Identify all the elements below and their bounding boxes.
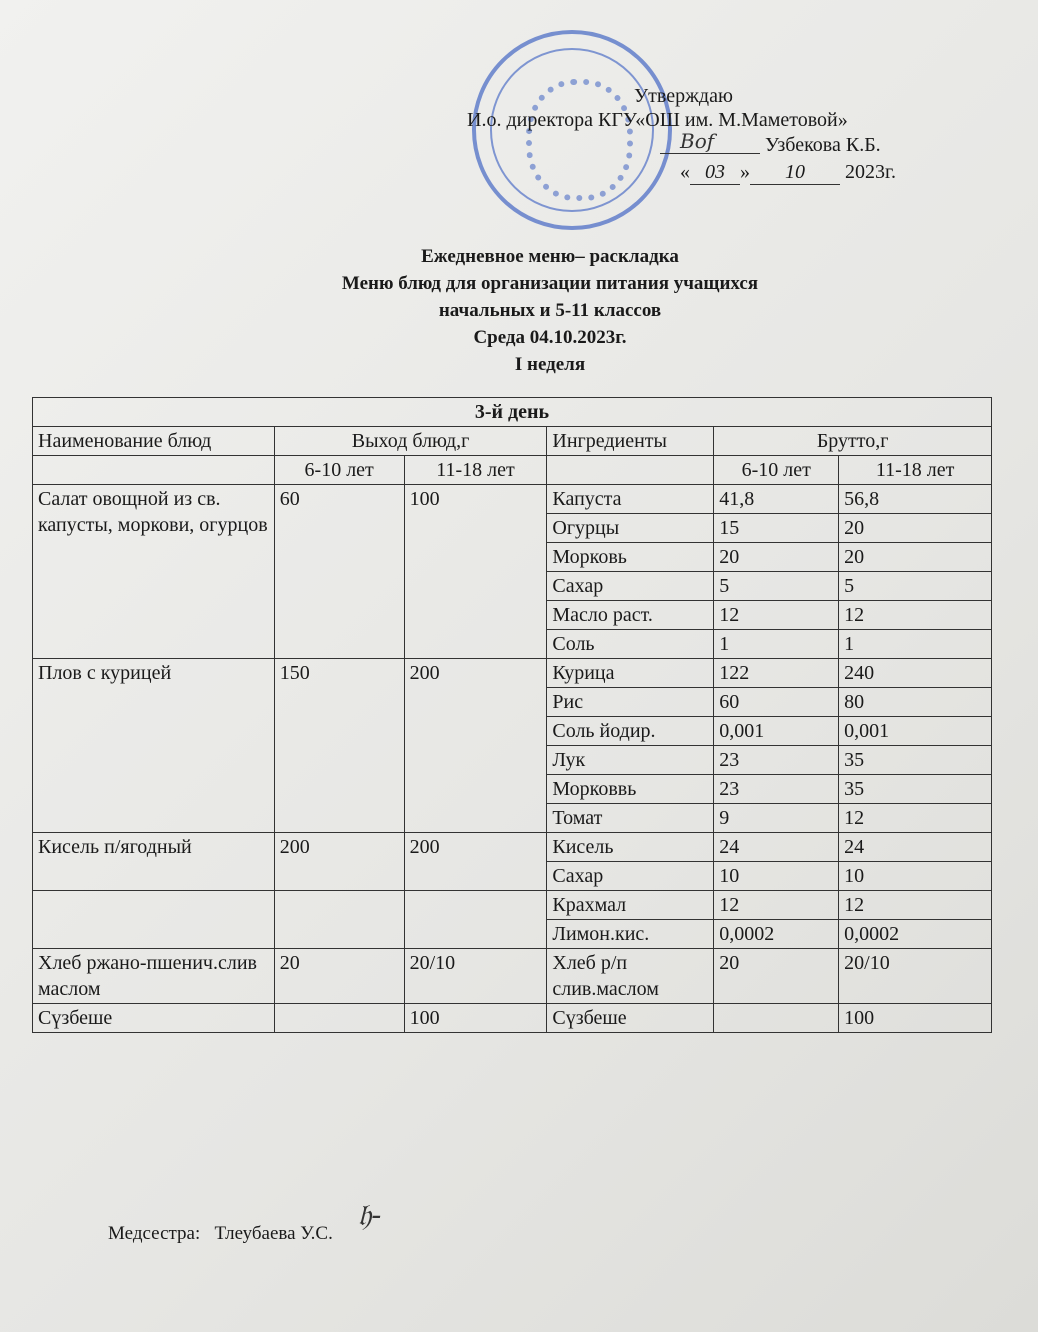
gross-6-10: 9 xyxy=(714,804,839,833)
quote-open: « xyxy=(680,161,690,183)
gross-11-18: 240 xyxy=(839,659,992,688)
title-line: начальных и 5-11 классов xyxy=(438,300,662,321)
gross-11-18: 12 xyxy=(839,804,992,833)
gross-11-18: 12 xyxy=(839,891,992,920)
gross-11-18: 100 xyxy=(839,1004,992,1033)
nurse-name: Тлеубаева У.С. xyxy=(214,1223,333,1244)
gross-6-10: 60 xyxy=(714,688,839,717)
ingredient-name: Сахар xyxy=(547,862,714,891)
gross-11-18: 10 xyxy=(839,862,992,891)
nurse-signature-block xyxy=(108,1198,382,1247)
gross-11-18: 20 xyxy=(839,514,992,543)
gross-6-10: 41,8 xyxy=(714,485,839,514)
gross-6-10: 10 xyxy=(714,862,839,891)
ingredient-name: Курица xyxy=(547,659,714,688)
output-6-10 xyxy=(274,1004,404,1033)
ingredient-name: Томат xyxy=(547,804,714,833)
nurse-signature: 𝔥- xyxy=(357,1198,382,1233)
header-dish: Наименование блюд xyxy=(33,427,275,456)
date-year: 2023г. xyxy=(845,161,896,183)
ingredient-name: Рис xyxy=(547,688,714,717)
subheader-empty xyxy=(547,456,714,485)
gross-11-18: 5 xyxy=(839,572,992,601)
gross-6-10: 23 xyxy=(714,746,839,775)
dish-name: Хлеб ржано-пшенич.слив маслом xyxy=(33,949,275,1004)
gross-11-18: 20 xyxy=(839,543,992,572)
approval-heading: Утверждаю xyxy=(634,85,733,107)
ingredient-name: Масло раст. xyxy=(547,601,714,630)
subheader-age-6-10: 6-10 лет xyxy=(714,456,839,485)
table-row xyxy=(33,1004,992,1033)
ingredient-name: Соль йодир. xyxy=(547,717,714,746)
output-11-18: 200 xyxy=(404,659,547,833)
gross-6-10: 0,001 xyxy=(714,717,839,746)
gross-11-18: 0,0002 xyxy=(839,920,992,949)
date-day: 03 xyxy=(690,160,740,185)
gross-6-10: 5 xyxy=(714,572,839,601)
table-row xyxy=(33,833,992,862)
gross-6-10 xyxy=(714,1004,839,1033)
gross-6-10: 0,0002 xyxy=(714,920,839,949)
table-row xyxy=(33,949,992,1004)
dish-name: Сүзбеше xyxy=(33,1004,275,1033)
ingredient-name: Лук xyxy=(547,746,714,775)
ingredient-name: Соль xyxy=(547,630,714,659)
title-line: Среда 04.10.2023г. xyxy=(473,327,627,348)
title-line: Меню блюд для организации питания учащихся xyxy=(341,273,759,294)
gross-11-18: 35 xyxy=(839,746,992,775)
ingredient-name: Крахмал xyxy=(547,891,714,920)
signature-line: Bof xyxy=(660,133,760,154)
dish-name: Салат овощной из св. капусты, моркови, огурцов xyxy=(33,485,275,659)
gross-6-10: 1 xyxy=(714,630,839,659)
table-row xyxy=(33,891,992,920)
output-6-10: 20 xyxy=(274,949,404,1004)
ingredient-name: Капуста xyxy=(547,485,714,514)
gross-6-10: 20 xyxy=(714,543,839,572)
gross-11-18: 56,8 xyxy=(839,485,992,514)
gross-11-18: 20/10 xyxy=(839,949,992,1004)
ingredient-name: Морковвь xyxy=(547,775,714,804)
output-6-10: 200 xyxy=(274,833,404,891)
output-11-18 xyxy=(404,891,547,949)
gross-6-10: 24 xyxy=(714,833,839,862)
ingredient-name: Морковь xyxy=(547,543,714,572)
approval-position: И.о. директора КГУ«ОШ им. М.Маметовой» xyxy=(467,109,848,131)
gross-6-10: 12 xyxy=(714,891,839,920)
gross-6-10: 23 xyxy=(714,775,839,804)
ingredient-name: Сүзбеше xyxy=(547,1004,714,1033)
output-6-10: 150 xyxy=(274,659,404,833)
gross-6-10: 12 xyxy=(714,601,839,630)
gross-11-18: 12 xyxy=(839,601,992,630)
quote-close: » xyxy=(740,161,750,183)
dish-name: Кисель п/ягодный xyxy=(33,833,275,891)
day-heading: 3-й день xyxy=(33,398,992,427)
table-row xyxy=(33,485,992,514)
approval-date xyxy=(680,160,896,185)
date-month: 10 xyxy=(750,160,840,185)
output-11-18: 20/10 xyxy=(404,949,547,1004)
dish-name: Плов с курицей xyxy=(33,659,275,833)
title-line: I неделя xyxy=(514,354,586,375)
dish-name xyxy=(33,891,275,949)
gross-11-18: 35 xyxy=(839,775,992,804)
approver-name: Узбекова К.Б. xyxy=(765,134,881,156)
gross-11-18: 24 xyxy=(839,833,992,862)
table-row xyxy=(33,659,992,688)
output-6-10 xyxy=(274,891,404,949)
gross-11-18: 80 xyxy=(839,688,992,717)
title-line: Ежедневное меню– раскладка xyxy=(421,246,679,267)
subheader-empty xyxy=(33,456,275,485)
gross-6-10: 20 xyxy=(714,949,839,1004)
document-title xyxy=(0,243,1038,378)
subheader-age-11-18: 11-18 лет xyxy=(404,456,547,485)
subheader-age-6-10: 6-10 лет xyxy=(274,456,404,485)
output-11-18: 100 xyxy=(404,485,547,659)
subheader-age-11-18: 11-18 лет xyxy=(839,456,992,485)
gross-11-18: 1 xyxy=(839,630,992,659)
gross-6-10: 122 xyxy=(714,659,839,688)
ingredient-name: Огурцы xyxy=(547,514,714,543)
output-11-18: 200 xyxy=(404,833,547,891)
ingredient-name: Кисель xyxy=(547,833,714,862)
gross-11-18: 0,001 xyxy=(839,717,992,746)
gross-6-10: 15 xyxy=(714,514,839,543)
header-gross: Брутто,г xyxy=(714,427,992,456)
menu-table xyxy=(32,397,992,1033)
output-11-18: 100 xyxy=(404,1004,547,1033)
nurse-label: Медсестра: xyxy=(108,1223,201,1244)
header-output: Выход блюд,г xyxy=(274,427,547,456)
ingredient-name: Хлеб р/п слив.маслом xyxy=(547,949,714,1004)
ingredient-name: Лимон.кис. xyxy=(547,920,714,949)
ingredient-name: Сахар xyxy=(547,572,714,601)
header-ingredients: Ингредиенты xyxy=(547,427,714,456)
output-6-10: 60 xyxy=(274,485,404,659)
